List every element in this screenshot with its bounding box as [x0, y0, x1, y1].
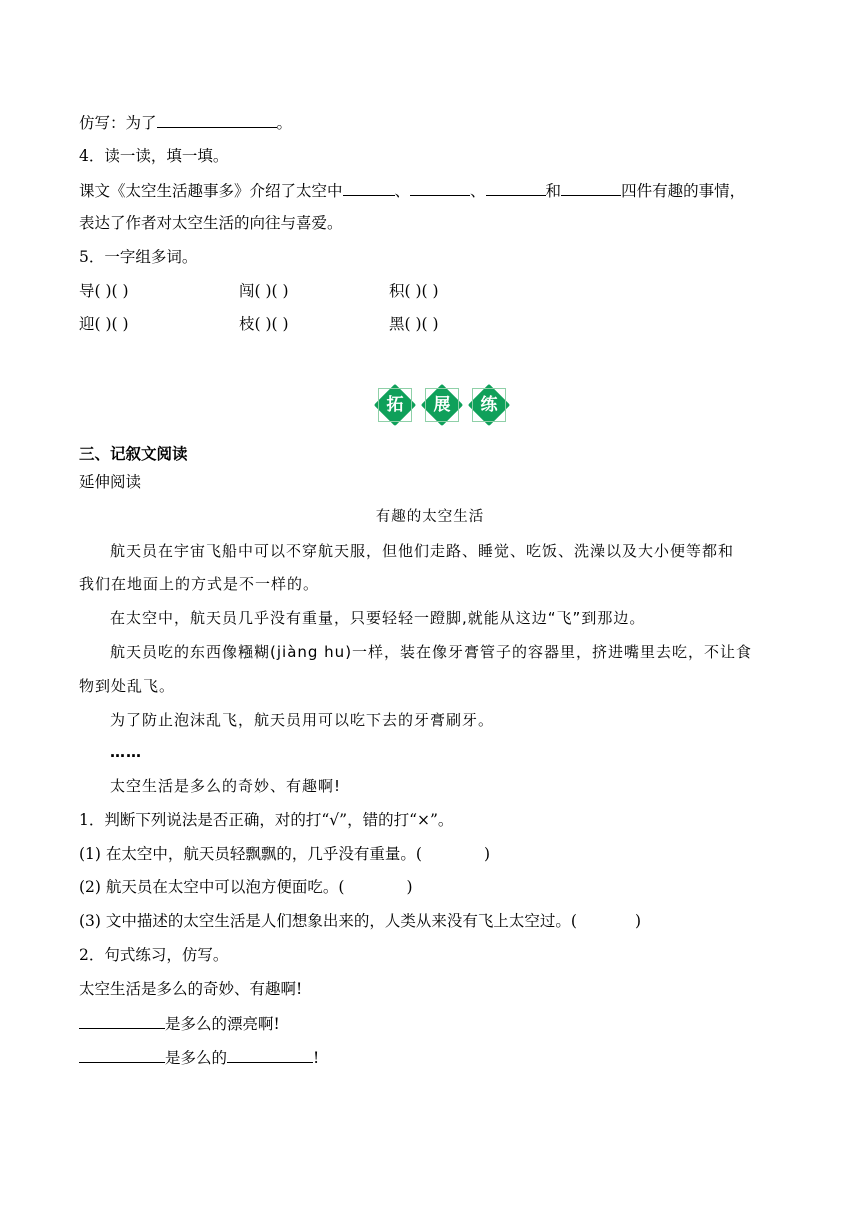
q4-sep-2: 、 — [470, 182, 486, 200]
q4-and: 和 — [545, 182, 562, 200]
q5-char: 迎 — [79, 315, 95, 333]
q5-slots: ( )( ) — [254, 315, 289, 333]
q4-blank-3[interactable] — [486, 179, 546, 196]
badge-zhan — [421, 384, 463, 426]
badge-char: 拓 — [386, 395, 404, 415]
q5-char: 闯 — [239, 282, 255, 300]
story-paragraph: 物到处乱飞。 — [79, 677, 176, 695]
q2-blank-1[interactable] — [79, 1012, 165, 1029]
q5-slots: ( )( ) — [404, 282, 439, 300]
story-ellipsis: …… — [110, 743, 142, 761]
q1-item-text: (3) 文中描述的太空生活是人们想象出来的，人类从来没有飞上太空过。( — [79, 912, 577, 930]
q4-blank-2[interactable] — [410, 179, 470, 196]
q5-row-2 — [79, 313, 439, 335]
q5-cell[interactable] — [239, 313, 389, 335]
q2-blank-2[interactable] — [79, 1046, 165, 1063]
q1-item-3[interactable] — [79, 910, 641, 932]
q5-slots: ( )( ) — [94, 282, 129, 300]
q5-char: 导 — [79, 282, 95, 300]
q1-item-text: (2) 航天员在太空中可以泡方便面吃。( — [79, 878, 345, 896]
q2-title: 2．句式练习，仿写。 — [79, 946, 229, 964]
q1-title: 1．判断下列说法是否正确，对的打“√”，错的打“×”。 — [79, 811, 454, 829]
badge-char: 练 — [480, 395, 498, 415]
q2-blank-3[interactable] — [227, 1046, 313, 1063]
q4-text-c: 表达了作者对太空生活的向往与喜爱。 — [79, 214, 343, 232]
story-paragraph: 太空生活是多么的奇妙、有趣啊! — [110, 777, 342, 795]
story-paragraph: 在太空中，航天员几乎没有重量，只要轻轻一蹬脚,就能从这边“飞”到那边。 — [110, 609, 646, 627]
q2-line-2 — [79, 1046, 319, 1069]
q5-slots: ( )( ) — [254, 282, 289, 300]
q2-example: 太空生活是多么的奇妙、有趣啊! — [79, 980, 303, 998]
q2-line2-end: ! — [313, 1049, 320, 1067]
imitate-label: 仿写：为了 — [79, 114, 157, 132]
badge-char: 展 — [433, 395, 451, 415]
q2-line-1 — [79, 1012, 280, 1035]
imitate-line — [79, 111, 292, 134]
q2-line1-text: 是多么的漂亮啊! — [165, 1015, 280, 1033]
q1-item-end: ) — [634, 912, 641, 930]
imitate-blank[interactable] — [157, 111, 277, 128]
story-paragraph: 为了防止泡沫乱飞，航天员用可以吃下去的牙膏刷牙。 — [110, 711, 495, 729]
q5-cell[interactable] — [389, 280, 439, 302]
extension-practice-badges — [374, 384, 510, 426]
q5-row-1 — [79, 280, 439, 302]
q1-item-end: ) — [406, 878, 413, 896]
imitate-end: 。 — [276, 114, 293, 132]
story-paragraph: 航天员在宇宙飞船中可以不穿航天服，但他们走路、睡觉、吃饭、洗澡以及大小便等都和 — [110, 542, 735, 560]
q5-title: 5．一字组多词。 — [79, 248, 198, 266]
q4-title: 4．读一读，填一填。 — [79, 147, 229, 165]
badge-lian — [468, 384, 510, 426]
q2-line2-mid: 是多么的 — [165, 1049, 228, 1067]
section3-subheading: 延伸阅读 — [79, 473, 142, 491]
q1-item-1[interactable] — [79, 843, 490, 865]
q5-char: 枝 — [239, 315, 255, 333]
q5-cell[interactable] — [79, 280, 239, 302]
badge-tuo — [374, 384, 416, 426]
story-paragraph: 航天员吃的东西像糨糊(jiàng hu)一样，装在像牙膏管子的容器里，挤进嘴里去吃，不让食 — [110, 643, 753, 661]
q5-char: 黑 — [389, 315, 405, 333]
q5-cell[interactable] — [389, 313, 439, 335]
q4-text-b: 四件有趣的事情， — [621, 182, 746, 200]
q4-text-a: 课文《太空生活趣事多》介绍了太空中 — [79, 182, 343, 200]
q5-char: 积 — [389, 282, 405, 300]
story-title: 有趣的太空生活 — [375, 509, 485, 525]
q5-slots: ( )( ) — [94, 315, 129, 333]
q4-text-line — [79, 179, 745, 202]
q4-blank-4[interactable] — [561, 179, 621, 196]
q1-item-2[interactable] — [79, 876, 413, 898]
q1-item-end: ) — [483, 845, 490, 863]
q5-slots: ( )( ) — [404, 315, 439, 333]
q4-blank-1[interactable] — [343, 179, 395, 196]
story-paragraph: 我们在地面上的方式是不一样的。 — [79, 575, 320, 593]
section3-heading: 三、记叙文阅读 — [79, 444, 188, 463]
q4-sep-1: 、 — [394, 182, 411, 200]
q1-item-text: (1) 在太空中，航天员轻飘飘的，几乎没有重量。( — [79, 845, 422, 863]
q5-cell[interactable] — [239, 280, 389, 302]
q5-cell[interactable] — [79, 313, 239, 335]
